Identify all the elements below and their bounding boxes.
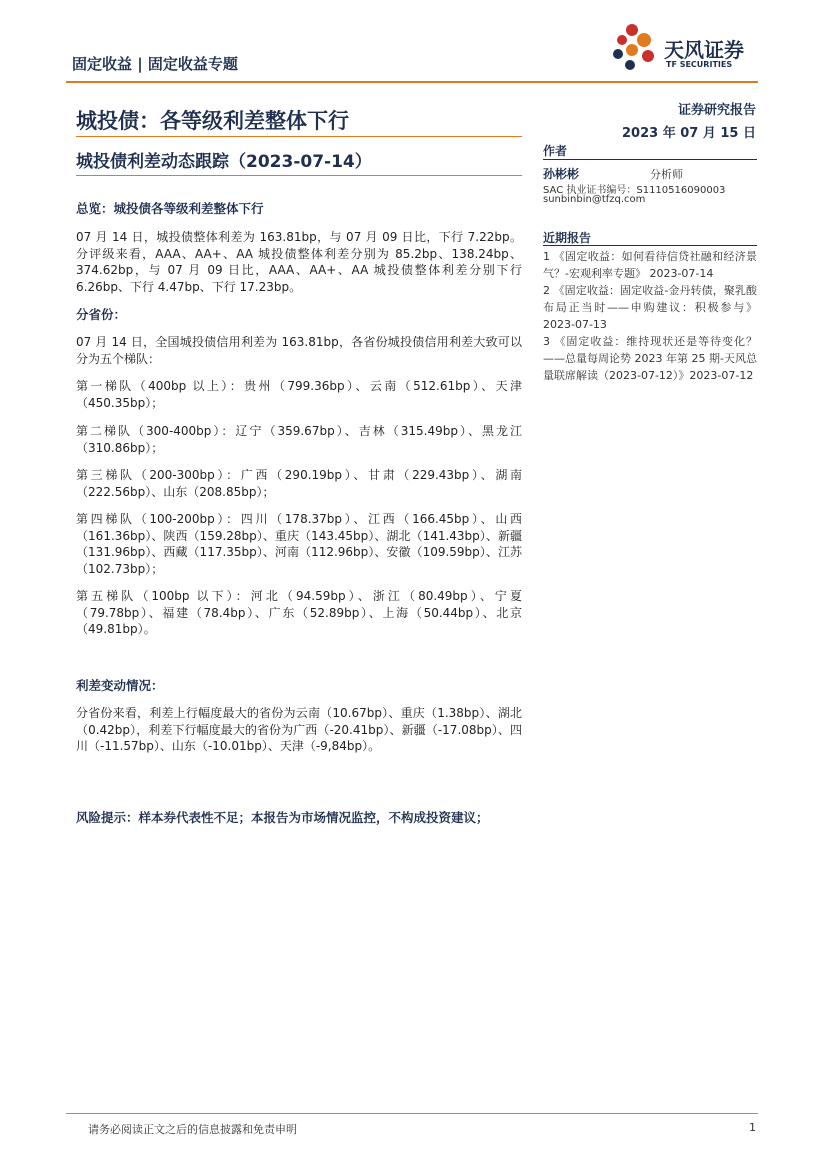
author-role: 分析师 [650,168,683,181]
author-name: 孙彬彬 [543,167,580,181]
change-title: 利差变动情况： [76,678,164,693]
recent-reports-divider [543,245,757,246]
footer-disclaimer: 请务必阅读正文之后的信息披露和免责申明 [88,1123,297,1136]
logo-text-cn: 天风证券 [664,38,744,62]
report-date: 2023 年 07 月 15 日 [622,126,756,141]
logo-mark-icon [610,20,662,75]
page-title: 城投债：各等级利差整体下行 [76,109,349,133]
author-email[interactable]: sunbinbin@tfzq.com [543,194,646,205]
company-logo [610,20,760,75]
header-rule [66,81,758,83]
risk-warning: 风险提示：样本券代表性不足；本报告为市场情况监控，不构成投资建议； [76,810,489,825]
province-section [76,307,522,324]
footer-rule [66,1113,758,1114]
overview-title: 总览：城投债各等级利差整体下行 [76,201,264,216]
author-divider [543,159,757,160]
page-number: 1 [749,1121,756,1134]
tier-2: 第二梯队（300-400bp）：辽宁（359.67bp）、吉林（315.49bp）、黑龙江（310.86bp）； [76,424,522,455]
recent-report-item[interactable]: 3 《固定收益：维持现状还是等待变化？——总量每周论势 2023 年第 25 期-天风总量联席解读（2023-07-12）》2023-07-12 [543,335,757,382]
change-text: 分省份来看，利差上行幅度最大的省份为云南（10.67bp）、重庆（1.38bp）、湖北（0.42bp），利差下行幅度最大的省份为广西（-20.41bp）、新疆（-17.08bp）、四川（-11.57bp）、山东（-10.01bp）、天津（-9,84bp）。 [76,706,522,753]
logo-text-en: TF SECURITIES [666,60,733,69]
overview-text: 07 月 14 日，城投债整体利差为 163.81bp，与 07 月 09 日比，下行 7.22bp。分评级来看，AAA、AA+、AA 城投债整体利差分别为 85.2bp、138.24bp、374.62bp，与 07 月 09 日比，AAA、AA+、AA 城投债整体利差分别下行 6.26bp、下行 4.47bp、下行 17.23bp。 [76,230,522,294]
change-section [76,678,522,695]
subtitle-divider [76,175,522,176]
page-subtitle: 城投债利差动态跟踪（2023-07-14） [76,152,372,172]
province-title: 分省份： [76,307,127,322]
recent-reports-heading: 近期报告 [543,231,592,245]
tier-1: 第一梯队（400bp 以上）：贵州（799.36bp）、云南（512.61bp）、天津（450.35bp）； [76,379,522,410]
tier-5: 第五梯队（100bp 以下）：河北（94.59bp）、浙江（80.49bp）、宁夏（79.78bp）、福建（78.4bp）、广东（52.89bp）、上海（50.44bp）、北京（49.81bp）。 [76,589,522,636]
recent-reports-list [543,248,757,384]
report-category: 固定收益 | 固定收益专题 [72,55,238,73]
tier-4: 第四梯队（100-200bp）：四川（178.37bp）、江西（166.45bp）、山西（161.36bp）、陕西（159.28bp）、重庆（143.45bp）、湖北（141.43bp）、新疆（131.96bp）、西藏（117.35bp）、河南（112.96bp）、安徽（109.59bp）、江苏（102.73bp）； [76,512,522,576]
report-type: 证券研究报告 [677,103,756,118]
recent-report-item[interactable]: 2 《固定收益：固定收益-金丹转债，聚乳酸布局正当时——申购建议：积极参与》2023-07-13 [543,284,757,331]
tier-3: 第三梯队（200-300bp）：广西（290.19bp）、甘肃（229.43bp）、湖南（222.56bp）、山东（208.85bp）； [76,468,522,499]
title-divider [76,136,522,137]
recent-report-item[interactable]: 1 《固定收益：如何看待信贷社融和经济景气？-宏观利率专题》 2023-07-14 [543,250,757,280]
overview-section [76,201,522,218]
province-intro: 07 月 14 日，全国城投债信用利差为 163.81bp，各省份城投债信用利差大致可以分为五个梯队： [76,335,522,366]
author-sac: SAC 执业证书编号：S1110516090003 [543,185,726,196]
author-heading: 作者 [543,144,568,158]
